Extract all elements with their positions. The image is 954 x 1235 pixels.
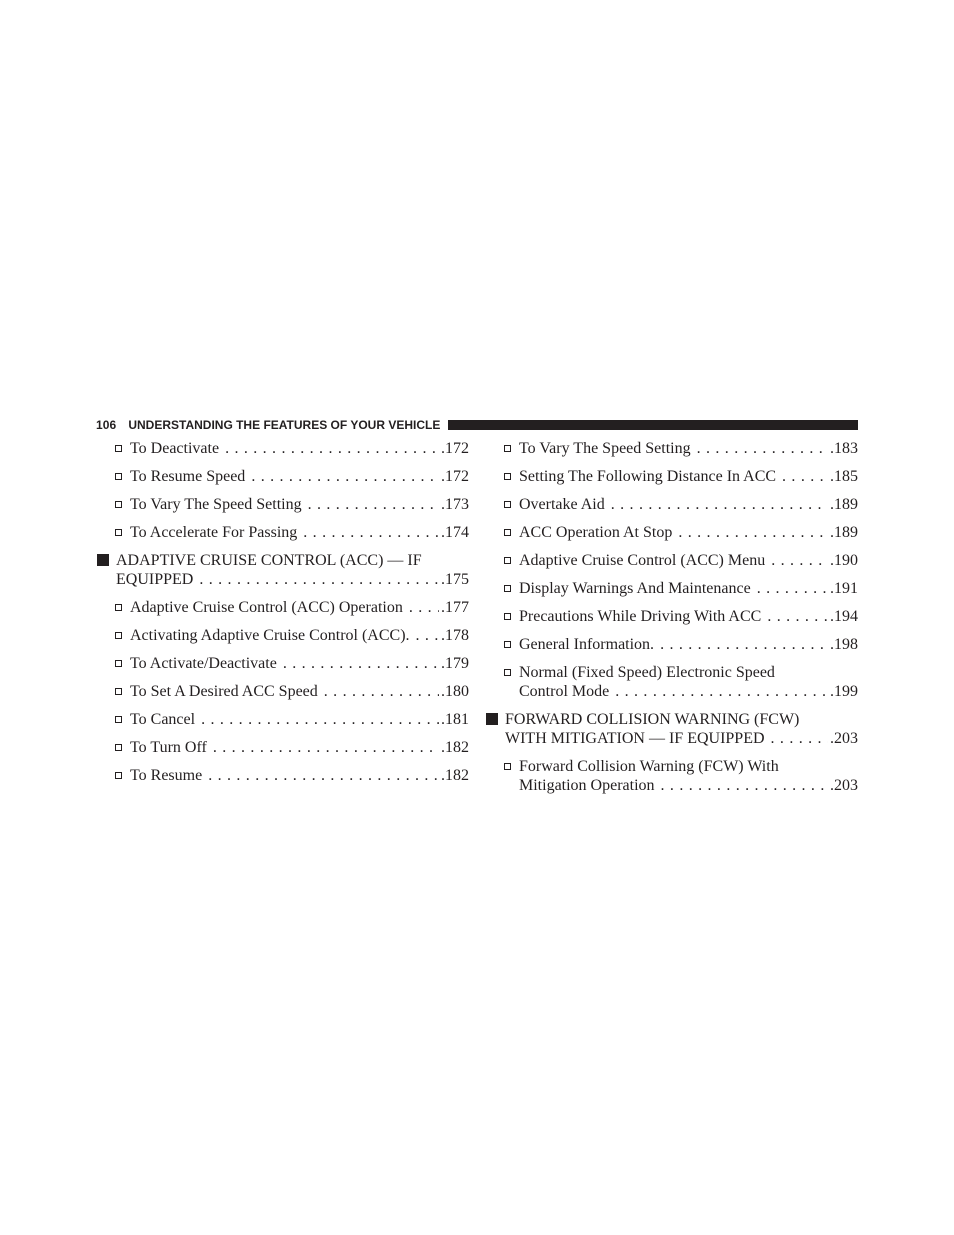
toc-page-number: .183 — [830, 440, 858, 457]
hollow-square-bullet-icon — [504, 585, 511, 592]
hollow-square-bullet-icon — [504, 473, 511, 480]
toc-entry[interactable] — [96, 495, 469, 514]
dot-leader — [771, 729, 828, 748]
toc-entry[interactable] — [96, 439, 469, 458]
toc-entry[interactable] — [485, 439, 858, 458]
dot-leader — [199, 570, 439, 589]
dot-leader — [308, 495, 439, 514]
toc-page-number: .173 — [441, 496, 469, 513]
dot-leader — [201, 710, 439, 729]
hollow-square-bullet-icon — [504, 529, 511, 536]
dot-leader — [697, 439, 828, 458]
toc-page-number: .189 — [830, 524, 858, 541]
hollow-square-bullet-icon — [115, 632, 122, 639]
toc-entry-title: ADAPTIVE CRUISE CONTROL (ACC) — IF — [116, 552, 422, 569]
toc-left-column — [96, 434, 469, 785]
dot-leader — [767, 607, 828, 626]
toc-right-column — [485, 434, 858, 795]
toc-entry-title-continued: Mitigation Operation — [519, 777, 655, 794]
toc-entry-title-continued: WITH MITIGATION — IF EQUIPPED — [505, 730, 765, 747]
toc-entry-title: Activating Adaptive Cruise Control (ACC). — [130, 627, 410, 644]
toc-entry[interactable] — [96, 626, 469, 645]
section-title: UNDERSTANDING THE FEATURES OF YOUR VEHICLE — [128, 418, 441, 432]
hollow-square-bullet-icon — [115, 473, 122, 480]
toc-entry[interactable] — [96, 654, 469, 673]
toc-entry-title: To Vary The Speed Setting — [130, 496, 302, 513]
toc-entry-title-continued: EQUIPPED — [116, 571, 194, 588]
toc-page-number: .177 — [441, 599, 469, 616]
toc-entry-title: To Set A Desired ACC Speed — [130, 683, 318, 700]
toc-page-number: .172 — [441, 468, 469, 485]
toc-entry[interactable] — [96, 523, 469, 542]
hollow-square-bullet-icon — [504, 669, 511, 676]
toc-entry-title: Setting The Following Distance In ACC — [519, 468, 777, 485]
dot-leader — [661, 776, 828, 795]
dot-leader — [303, 523, 439, 542]
hollow-square-bullet-icon — [115, 604, 122, 611]
toc-page-number: .198 — [830, 636, 858, 653]
dot-leader — [324, 682, 439, 701]
hollow-square-bullet-icon — [115, 529, 122, 536]
toc-entry[interactable] — [485, 710, 858, 748]
toc-entry-title: To Deactivate — [130, 440, 220, 457]
dot-leader — [660, 635, 828, 654]
toc-entry-title: To Resume — [130, 767, 203, 784]
dot-leader — [225, 439, 439, 458]
hollow-square-bullet-icon — [115, 501, 122, 508]
toc-entry-title: ACC Operation At Stop — [519, 524, 673, 541]
toc-entry-title: General Information. — [519, 636, 655, 653]
hollow-square-bullet-icon — [115, 744, 122, 751]
toc-entry[interactable] — [96, 467, 469, 486]
toc-entry[interactable] — [485, 495, 858, 514]
toc-page-number: .199 — [830, 683, 858, 700]
toc-entry-title: To Activate/Deactivate — [130, 655, 277, 672]
toc-page-number: .203 — [830, 777, 858, 794]
toc-entry[interactable] — [485, 635, 858, 654]
toc-page-number: .181 — [441, 711, 469, 728]
toc-entry[interactable] — [96, 738, 469, 757]
toc-page-number: .189 — [830, 496, 858, 513]
toc-page-number: .178 — [441, 627, 469, 644]
dot-leader — [409, 598, 439, 617]
dot-leader — [251, 467, 439, 486]
toc-entry[interactable] — [485, 757, 858, 795]
dot-leader — [757, 579, 828, 598]
hollow-square-bullet-icon — [115, 688, 122, 695]
toc-page-number: .194 — [830, 608, 858, 625]
toc-entry-title: To Vary The Speed Setting — [519, 440, 691, 457]
toc-entry-title: Precautions While Driving With ACC — [519, 608, 762, 625]
hollow-square-bullet-icon — [115, 772, 122, 779]
hollow-square-bullet-icon — [115, 445, 122, 452]
toc-entry-title: Normal (Fixed Speed) Electronic Speed — [519, 664, 775, 681]
toc-entry[interactable] — [485, 663, 858, 701]
toc-page-number: .182 — [441, 739, 469, 756]
toc-entry[interactable] — [485, 467, 858, 486]
hollow-square-bullet-icon — [504, 763, 511, 770]
toc-page-number: .180 — [441, 683, 469, 700]
toc-page-number: .203 — [830, 730, 858, 747]
dot-leader — [416, 626, 439, 645]
header-rule — [448, 420, 858, 430]
toc-page-number: .190 — [830, 552, 858, 569]
toc-entry-title: Adaptive Cruise Control (ACC) Menu — [519, 552, 766, 569]
toc-page-number: .179 — [441, 655, 469, 672]
toc-entry[interactable] — [485, 579, 858, 598]
filled-square-bullet-icon — [97, 554, 109, 566]
filled-square-bullet-icon — [486, 713, 498, 725]
toc-entry-title: To Cancel — [130, 711, 196, 728]
toc-entry[interactable] — [96, 766, 469, 785]
toc-page-number: .191 — [830, 580, 858, 597]
hollow-square-bullet-icon — [504, 613, 511, 620]
dot-leader — [771, 551, 828, 570]
toc-page-number: .185 — [830, 468, 858, 485]
toc-entry-title: To Accelerate For Passing — [130, 524, 298, 541]
page-header — [96, 417, 858, 433]
hollow-square-bullet-icon — [504, 445, 511, 452]
toc-entry[interactable] — [96, 551, 469, 589]
toc-entry-title: FORWARD COLLISION WARNING (FCW) — [505, 711, 800, 728]
hollow-square-bullet-icon — [504, 557, 511, 564]
toc-entry[interactable] — [485, 523, 858, 542]
toc-entry[interactable] — [96, 710, 469, 729]
toc-entry-title-continued: Control Mode — [519, 683, 610, 700]
toc-page-number: .182 — [441, 767, 469, 784]
dot-leader — [678, 523, 828, 542]
toc-entry-title: To Turn Off — [130, 739, 207, 756]
hollow-square-bullet-icon — [115, 716, 122, 723]
toc-entry[interactable] — [485, 551, 858, 570]
dot-leader — [208, 766, 439, 785]
dot-leader — [213, 738, 439, 757]
toc-page-number: .172 — [441, 440, 469, 457]
toc-entry[interactable] — [96, 682, 469, 701]
toc-entry-title: Display Warnings And Maintenance — [519, 580, 751, 597]
toc-entry-title: To Resume Speed — [130, 468, 246, 485]
toc-entry[interactable] — [485, 607, 858, 626]
hollow-square-bullet-icon — [115, 660, 122, 667]
hollow-square-bullet-icon — [504, 501, 511, 508]
dot-leader — [611, 495, 828, 514]
toc-entry-title: Adaptive Cruise Control (ACC) Operation — [130, 599, 403, 616]
dot-leader — [782, 467, 828, 486]
dot-leader — [283, 654, 439, 673]
page-number: 106 — [96, 418, 117, 432]
hollow-square-bullet-icon — [504, 641, 511, 648]
toc-page-number: .175 — [441, 571, 469, 588]
toc-entry-title: Forward Collision Warning (FCW) With — [519, 758, 779, 775]
toc-entry[interactable] — [96, 598, 469, 617]
dot-leader — [615, 682, 828, 701]
toc-entry-title: Overtake Aid — [519, 496, 605, 513]
toc-page-number: .174 — [441, 524, 469, 541]
